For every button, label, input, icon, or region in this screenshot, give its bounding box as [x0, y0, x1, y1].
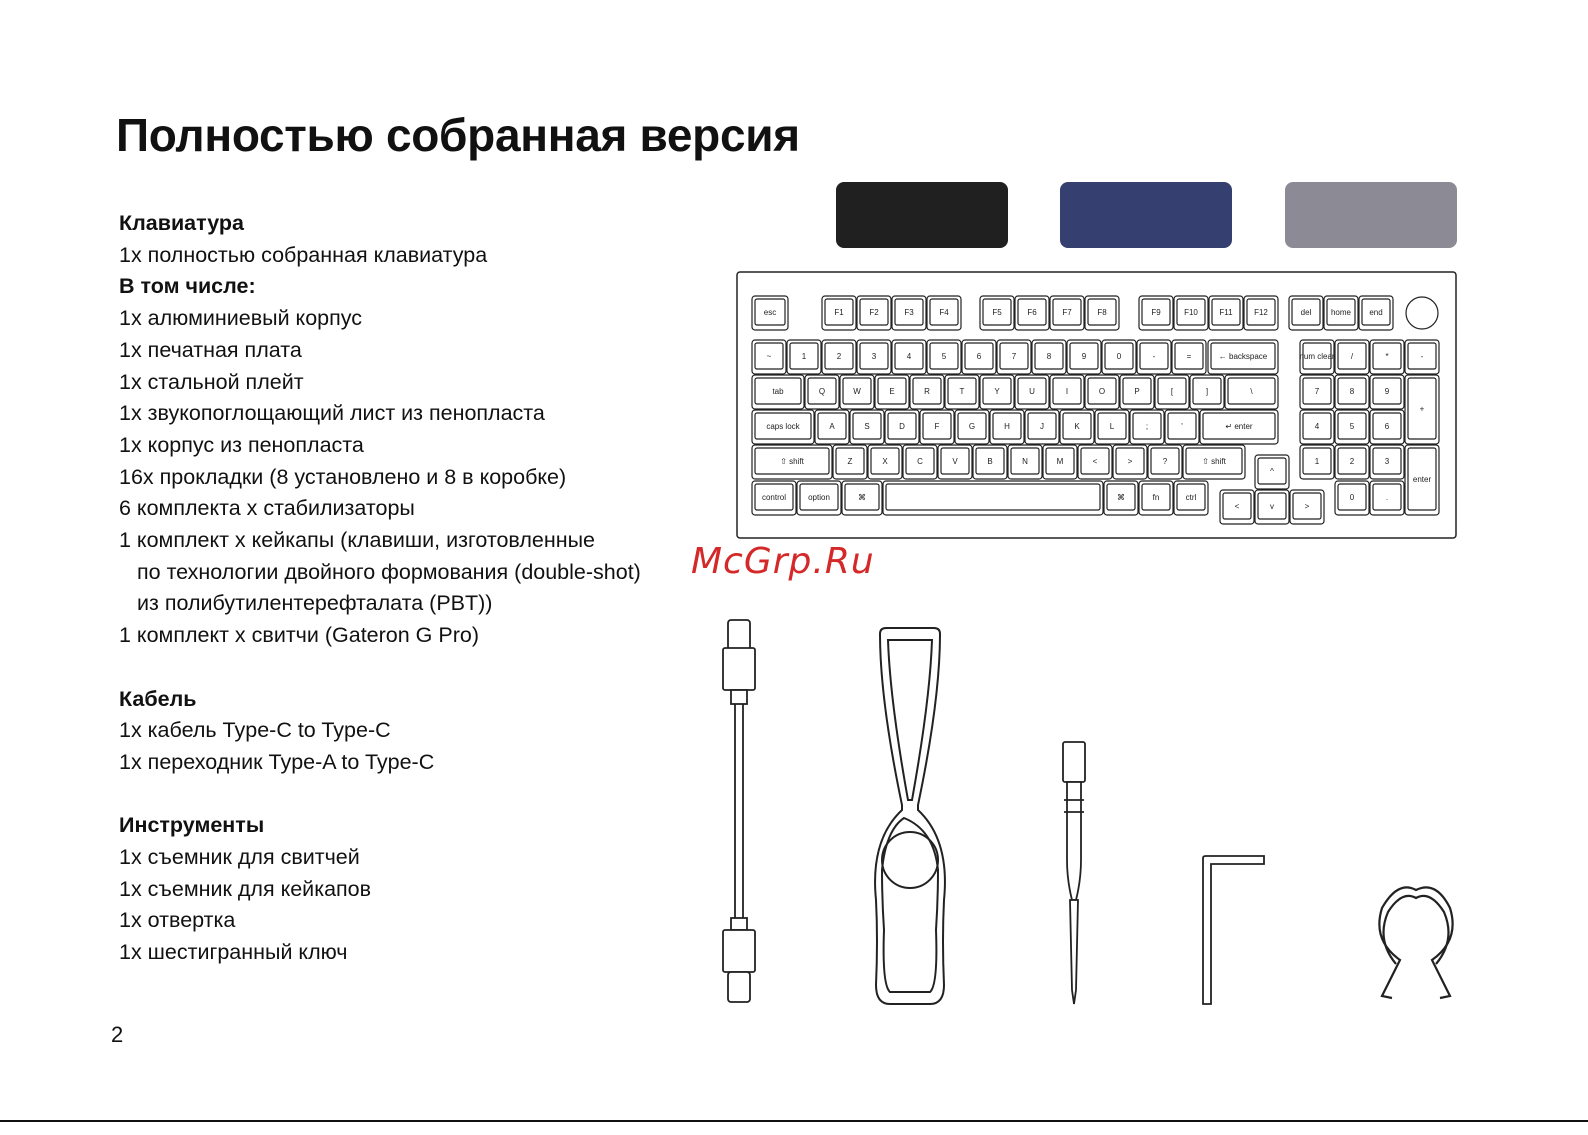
key-label: F5 [992, 308, 1002, 317]
key-label: end [1369, 308, 1383, 317]
key-label: 3 [1384, 457, 1390, 466]
key-label: 1 [801, 352, 807, 361]
key-label: ⌘ [1117, 493, 1125, 502]
list-item: 1x переходник Type-A to Type-C [119, 749, 435, 774]
key-label: R [924, 387, 930, 396]
key-label: F8 [1097, 308, 1107, 317]
key-label: B [987, 457, 993, 466]
key-label: home [1330, 308, 1352, 317]
hex-key-icon [1203, 856, 1264, 1004]
key-label: ↵ enter [1225, 422, 1253, 431]
key-label: F4 [939, 308, 949, 317]
screwdriver-icon [1063, 742, 1085, 1004]
list-item-continuation: по технологии двойного формования (double-shot) [137, 559, 641, 584]
key-label: tab [772, 387, 784, 396]
key-label: C [917, 457, 923, 466]
key-label: del [1300, 308, 1312, 317]
key-label: 2 [1349, 457, 1355, 466]
key-label: G [968, 422, 976, 431]
key-label: M [1056, 457, 1064, 466]
key-label: . [1385, 493, 1389, 502]
key-label: = [1186, 352, 1192, 361]
key-label: 4 [906, 352, 912, 361]
tools-heading: Инструменты [119, 813, 265, 838]
key-label: P [1134, 387, 1140, 396]
key-label: < [1092, 457, 1098, 466]
page-number: 2 [111, 1022, 124, 1047]
key-label: esc [763, 308, 777, 317]
key-label: > [1127, 457, 1133, 466]
key-label: 0 [1116, 352, 1122, 361]
list-item-continuation: из полибутилентерефталата (PBT)) [137, 591, 493, 616]
key-label: ' [1181, 422, 1183, 431]
list-item: 1 комплект x свитчи (Gateron G Pro) [119, 623, 479, 648]
key-label: F11 [1219, 308, 1233, 317]
key-label: 2 [836, 352, 842, 361]
key-label: Q [818, 387, 826, 396]
list-item: 1x съемник для свитчей [119, 845, 360, 870]
key-label: 4 [1314, 422, 1320, 431]
key-label: 8 [1349, 387, 1355, 396]
key-label: D [899, 422, 905, 431]
switch-puller-icon [875, 628, 945, 1004]
key-label: + [1419, 404, 1425, 414]
key-label: O [1098, 387, 1106, 396]
list-item: 1x алюминиевый корпус [119, 306, 363, 331]
key-label: ? [1162, 457, 1168, 466]
key-label: F6 [1027, 308, 1037, 317]
list-item: 1x кабель Type-C to Type-C [119, 718, 391, 743]
key-label: 9 [1384, 387, 1390, 396]
key-label: 9 [1081, 352, 1087, 361]
key-label: option [808, 493, 830, 502]
key-label: num clear [1299, 352, 1335, 361]
key-label: fn [1152, 493, 1160, 502]
key-label: < [1234, 502, 1240, 511]
key-label: control [761, 493, 787, 502]
key-label: 5 [1349, 422, 1355, 431]
key-label: 5 [941, 352, 947, 361]
keyboard-heading: Клавиатура [119, 211, 244, 235]
list-item: 1x полностью собранная клавиатура [119, 242, 488, 267]
key-label: A [829, 422, 835, 431]
key-label: J [1040, 422, 1044, 431]
list-item: 16x прокладки (8 установлено и 8 в коробке) [119, 464, 567, 489]
watermark: McGrp.Ru [691, 541, 875, 582]
key-label: V [952, 457, 958, 466]
key-label: ⇧ shift [1202, 457, 1226, 466]
page-title: Полностью собранная версия [116, 109, 800, 161]
key-label: 1 [1314, 457, 1320, 466]
key-label: 3 [871, 352, 877, 361]
list-item: 1 комплект x кейкапы (клавиши, изготовленные [119, 528, 595, 553]
key-label: 8 [1046, 352, 1052, 361]
key-label: 6 [976, 352, 982, 361]
key-label: 6 [1384, 422, 1390, 431]
key-label: X [882, 457, 888, 466]
list-item: 1x печатная плата [119, 337, 302, 362]
key-label: 0 [1349, 493, 1355, 502]
footer-divider [0, 1120, 1588, 1122]
key-label: F [934, 422, 940, 431]
usb-cable-icon [723, 620, 755, 1002]
key-label: - [1420, 352, 1424, 361]
list-item: 1x звукопоглощающий лист из пенопласта [119, 401, 545, 426]
key-label: ⌘ [858, 493, 866, 502]
key-label: \ [1250, 387, 1253, 396]
key-label: ] [1205, 387, 1209, 396]
key-label: F10 [1184, 308, 1198, 317]
key-label: [ [1170, 387, 1174, 396]
key-label: E [889, 387, 895, 396]
key-label: caps lock [766, 422, 800, 431]
key-label: ^ [1270, 467, 1274, 476]
key-label: U [1029, 387, 1035, 396]
key-label: F9 [1151, 308, 1161, 317]
cable-heading: Кабель [119, 686, 197, 711]
list-item: 1x корпус из пенопласта [119, 432, 364, 457]
key-label: F12 [1254, 308, 1268, 317]
key-label: * [1385, 352, 1389, 361]
list-item: 1x шестигранный ключ [119, 940, 348, 965]
list-item: 1x стальной плейт [119, 369, 304, 394]
key-label: Z [847, 457, 853, 466]
key-label: F3 [904, 308, 914, 317]
key-label: ; [1145, 422, 1149, 431]
key-label: F1 [834, 308, 844, 317]
list-item: 1x съемник для кейкапов [119, 876, 372, 901]
key-label: Y [994, 387, 1000, 396]
key-label: 7 [1314, 387, 1320, 396]
key-label: F7 [1062, 308, 1072, 317]
key-label: ← backspace [1218, 352, 1268, 361]
key-label: / [1350, 352, 1354, 361]
key-label: - [1152, 352, 1156, 361]
key-label: L [1109, 422, 1115, 431]
key-label: ~ [766, 352, 772, 361]
list-item: 1x отвертка [119, 908, 236, 933]
key-label: F2 [869, 308, 879, 317]
key-label: I [1065, 387, 1069, 396]
list-item: 6 комплекта x стабилизаторы [119, 496, 415, 521]
key-label: N [1022, 457, 1028, 466]
key-label: v [1270, 502, 1274, 511]
key-label: K [1074, 422, 1080, 431]
keycap-puller-icon [1379, 887, 1452, 998]
key-label: T [959, 387, 965, 396]
key-label: ⇧ shift [780, 457, 804, 466]
keyboard-subheading: В том числе: [119, 274, 256, 299]
key-label: enter [1412, 475, 1432, 484]
key-label: W [853, 387, 861, 396]
key-label: > [1304, 502, 1310, 511]
key-label: S [864, 422, 870, 431]
key-label: H [1004, 422, 1010, 431]
key-label: 7 [1011, 352, 1017, 361]
key-label: ctrl [1185, 493, 1197, 502]
